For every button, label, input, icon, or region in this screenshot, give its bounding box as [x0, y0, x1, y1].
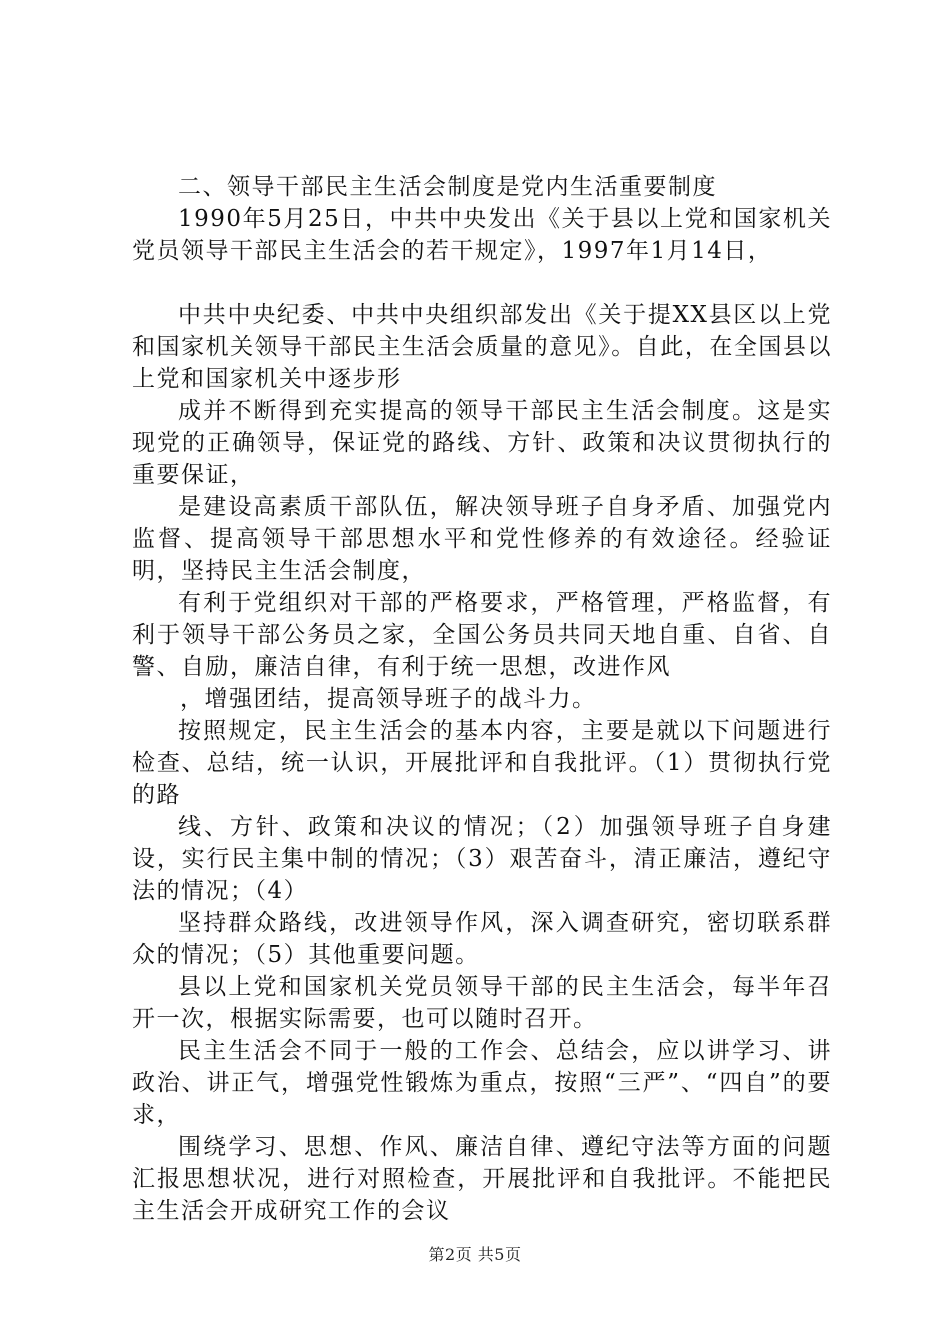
paragraph: 线、方针、政策和决议的情况；（2）加强领导班子自身建设，实行民主集中制的情况；（3）艰苦奋斗，清正廉洁，遵纪守法的情况；（4）: [132, 814, 832, 904]
paragraph: 民主生活会不同于一般的工作会、总结会，应以讲学习、讲政治、讲正气，增强党性锻炼为重点，按照“三严”、“四自”的要求，: [132, 1038, 832, 1128]
paragraph: 县以上党和国家机关党员领导干部的民主生活会，每半年召开一次，根据实际需要，也可以随时召开。: [132, 974, 832, 1032]
paragraph: 围绕学习、思想、作风、廉洁自律、遵纪守法等方面的问题汇报思想状况，进行对照检查，开展批评和自我批评。不能把民主生活会开成研究工作的会议: [132, 1134, 832, 1224]
paragraph: ，增强团结，提高领导班子的战斗力。: [180, 686, 597, 712]
paragraph: 1990年5月25日，中共中央发出《关于县以上党和国家机关党员领导干部民主生活会的若干规定》，1997年1月14日，: [132, 206, 832, 264]
paragraph: 坚持群众路线，改进领导作风，深入调查研究，密切联系群众的情况；（5）其他重要问题。: [132, 910, 832, 968]
document-body: [132, 171, 832, 1227]
paragraph: 是建设高素质干部队伍，解决领导班子自身矛盾、加强党内监督、提高领导干部思想水平和党性修养的有效途径。经验证明，坚持民主生活会制度，: [132, 494, 832, 584]
paragraph: 按照规定，民主生活会的基本内容，主要是就以下问题进行检查、总结，统一认识，开展批评和自我批评。（1）贯彻执行党的路: [132, 718, 832, 808]
section-heading: 二、领导干部民主生活会制度是党内生活重要制度: [178, 174, 717, 200]
paragraph: 有利于党组织对干部的严格要求，严格管理，严格监督，有利于领导干部公务员之家，全国公务员共同天地自重、自省、自警、自励，廉洁自律，有利于统一思想，改进作风: [132, 590, 832, 680]
page-number-footer: 第2页 共5页: [428, 1245, 522, 1264]
paragraph: 中共中央纪委、中共中央组织部发出《关于提XX县区以上党和国家机关领导干部民主生活会质量的意见》。自此，在全国县以上党和国家机关中逐步形: [132, 302, 832, 392]
paragraph: 成并不断得到充实提高的领导干部民主生活会制度。这是实现党的正确领导，保证党的路线、方针、政策和决议贯彻执行的重要保证，: [132, 398, 832, 488]
